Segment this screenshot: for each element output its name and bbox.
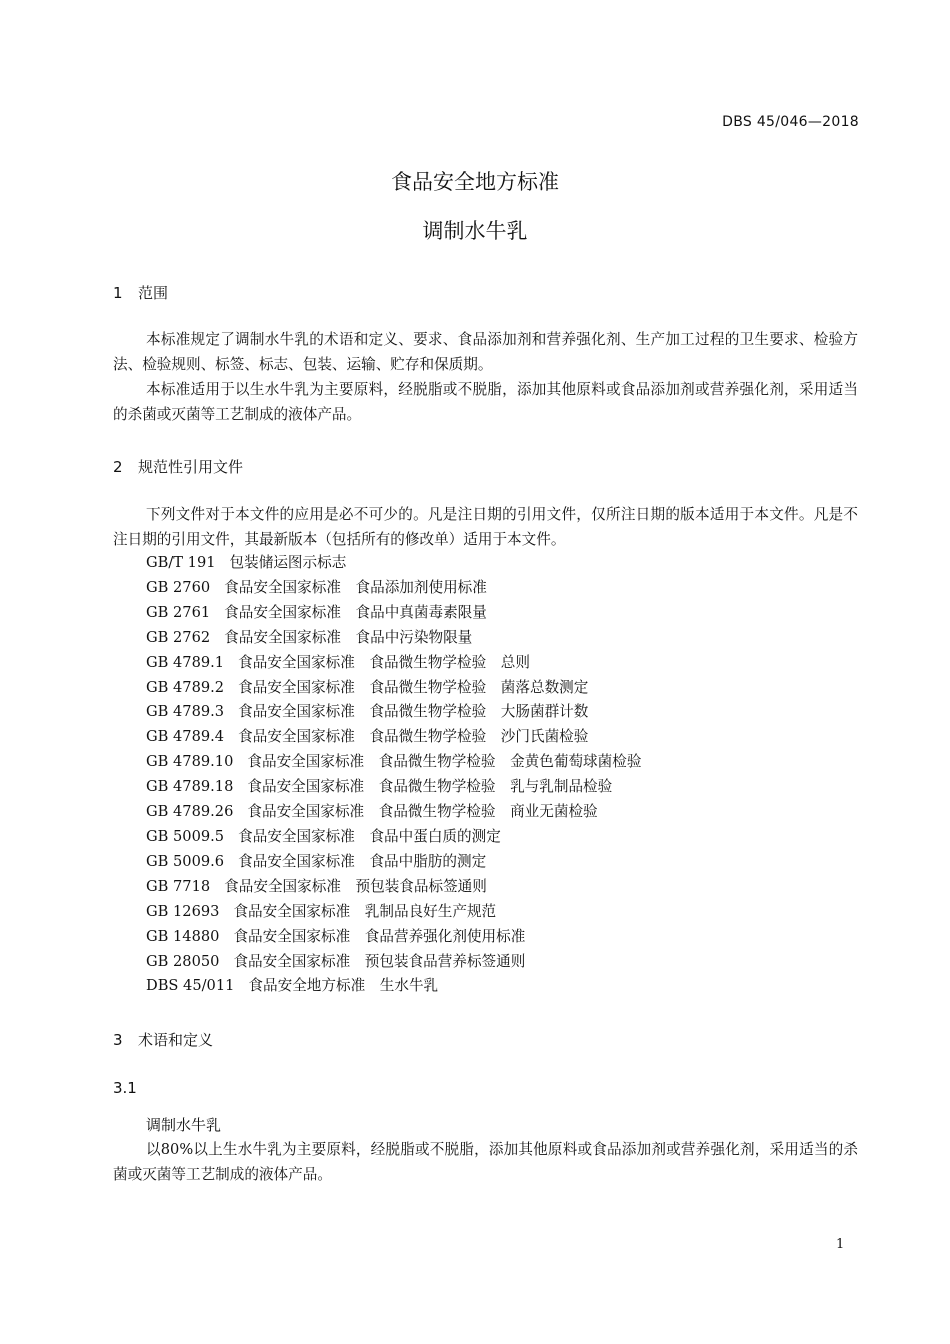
reference-code: GB 4789.18 [146,778,234,796]
reference-title: 食品安全国家标准 乳制品良好生产规范 [233,902,497,920]
reference-item [146,825,641,850]
term-name: 调制水牛乳 [146,1116,222,1134]
reference-item [146,601,641,626]
reference-code: GB 4789.3 [146,703,225,721]
reference-item [146,725,641,750]
reference-code: GB 28050 [146,952,220,970]
reference-code: GB 5009.5 [146,827,225,845]
section-title: 规范性引用文件 [138,458,244,476]
reference-title: 食品安全国家标准 食品营养强化剂使用标准 [233,927,526,945]
reference-code: GB 4789.1 [146,653,225,671]
standard-code: DBS 45/046—2018 [722,114,859,130]
reference-item [146,626,641,651]
section-2-heading [113,456,243,477]
reference-item [146,850,641,875]
reference-item [146,551,641,576]
reference-title: 食品安全国家标准 食品微生物学检验 乳与乳制品检验 [247,778,613,796]
reference-title: 食品安全国家标准 食品微生物学检验 金黄色葡萄球菌检验 [247,753,642,771]
document-subtitle: 调制水牛乳 [422,219,528,243]
reference-code: DBS 45/011 [146,977,235,995]
section-title: 术语和定义 [138,1031,214,1049]
reference-item [146,700,641,725]
term-definition: 以80%以上生水牛乳为主要原料，经脱脂或不脱脂，添加其他原料或食品添加剂或营养强化剂，采用适当的杀菌或灭菌等工艺制成的液体产品。 [113,1141,858,1183]
reference-code: GB 2762 [146,628,211,646]
reference-code: GB 2761 [146,603,211,621]
section-1-paragraph-2: 本标准适用于以生水牛乳为主要原料，经脱脂或不脱脂，添加其他原料或食品添加剂或营养强化剂，采用适当的杀菌或灭菌等工艺制成的液体产品。 [113,381,858,423]
reference-code: GB 4789.26 [146,803,234,821]
section-3-heading [113,1029,213,1050]
reference-code: GB 4789.2 [146,678,225,696]
section-2-intro: 下列文件对于本文件的应用是必不可少的。凡是注日期的引用文件，仅所注日期的版本适用于本文件。凡是不注日期的引用文件，其最新版本（包括所有的修改单）适用于本文件。 [113,506,858,548]
reference-title: 食品安全国家标准 食品添加剂使用标准 [224,578,487,596]
subsection-3-1-number: 3.1 [113,1079,137,1097]
reference-item [146,775,641,800]
reference-code: GB 12693 [146,902,220,920]
reference-item [146,900,641,925]
reference-list [146,551,641,999]
section-number: 2 [113,458,123,476]
reference-item [146,800,641,825]
reference-item [146,925,641,950]
reference-title: 食品安全地方标准 生水牛乳 [248,977,439,995]
reference-code: GB/T 191 [146,554,216,571]
reference-item [146,750,641,775]
section-number: 3 [113,1031,123,1049]
section-title: 范围 [138,284,169,302]
section-number: 1 [113,284,123,302]
reference-title: 食品安全国家标准 预包装食品营养标签通则 [233,952,526,970]
reference-title: 食品安全国家标准 食品微生物学检验 总则 [238,653,530,671]
reference-code: GB 5009.6 [146,852,225,870]
page-number: 1 [836,1237,845,1252]
reference-title: 食品安全国家标准 食品中真菌毒素限量 [224,603,487,621]
reference-title: 食品安全国家标准 预包装食品标签通则 [224,877,487,895]
reference-code: GB 4789.4 [146,728,225,746]
reference-item [146,950,641,975]
reference-title: 食品安全国家标准 食品中脂肪的测定 [238,852,487,870]
reference-title: 包装储运图示标志 [229,554,347,571]
document-title: 食品安全地方标准 [391,170,559,194]
section-1-heading [113,282,168,303]
reference-title: 食品安全国家标准 食品微生物学检验 商业无菌检验 [247,803,598,821]
reference-title: 食品安全国家标准 食品中蛋白质的测定 [238,827,501,845]
reference-code: GB 4789.10 [146,753,234,771]
reference-item [146,676,641,701]
reference-item [146,974,641,999]
reference-code: GB 7718 [146,877,211,895]
reference-item [146,875,641,900]
section-1-paragraph-1: 本标准规定了调制水牛乳的术语和定义、要求、食品添加剂和营养强化剂、生产加工过程的卫生要求、检验方法、检验规则、标签、标志、包装、运输、贮存和保质期。 [113,331,858,373]
reference-title: 食品安全国家标准 食品微生物学检验 沙门氏菌检验 [238,728,589,746]
reference-item [146,576,641,601]
reference-title: 食品安全国家标准 食品微生物学检验 菌落总数测定 [238,678,589,696]
reference-code: GB 2760 [146,578,211,596]
reference-item [146,651,641,676]
reference-code: GB 14880 [146,927,220,945]
reference-title: 食品安全国家标准 食品微生物学检验 大肠菌群计数 [238,703,589,721]
reference-title: 食品安全国家标准 食品中污染物限量 [224,628,473,646]
